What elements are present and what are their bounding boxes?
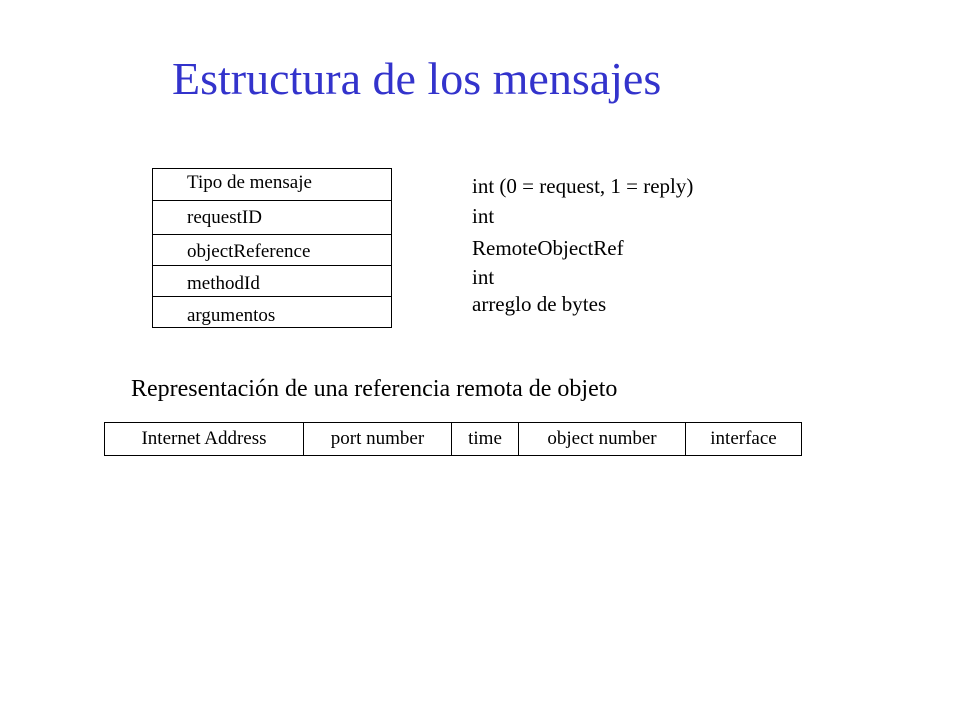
remote-ref-caption: Representación de una referencia remota de objeto	[131, 376, 618, 402]
message-field-type: int (0 = request, 1 = reply)	[472, 174, 694, 198]
remote-ref-field: time	[452, 423, 519, 455]
message-field-name: objectReference	[187, 241, 311, 262]
message-field-row	[153, 266, 391, 297]
message-field-type: RemoteObjectRef	[472, 236, 624, 260]
remote-ref-field: Internet Address	[105, 423, 304, 455]
message-structure-table	[152, 168, 392, 328]
message-field-name: methodId	[187, 273, 260, 294]
page-title: Estructura de los mensajes	[172, 53, 662, 104]
remote-ref-field: port number	[304, 423, 452, 455]
message-field-name: Tipo de mensaje	[187, 172, 312, 193]
message-field-name: requestID	[187, 207, 262, 228]
remote-ref-field: object number	[519, 423, 686, 455]
message-field-type: int	[472, 204, 495, 228]
message-field-type: int	[472, 265, 495, 289]
remote-ref-table	[104, 422, 802, 456]
message-field-type: arreglo de bytes	[472, 292, 607, 316]
message-field-row	[153, 169, 391, 201]
remote-ref-field: interface	[710, 428, 777, 449]
message-field-row	[153, 235, 391, 266]
message-field-name: argumentos	[187, 305, 276, 326]
message-field-row	[153, 297, 391, 327]
message-field-row	[153, 201, 391, 235]
